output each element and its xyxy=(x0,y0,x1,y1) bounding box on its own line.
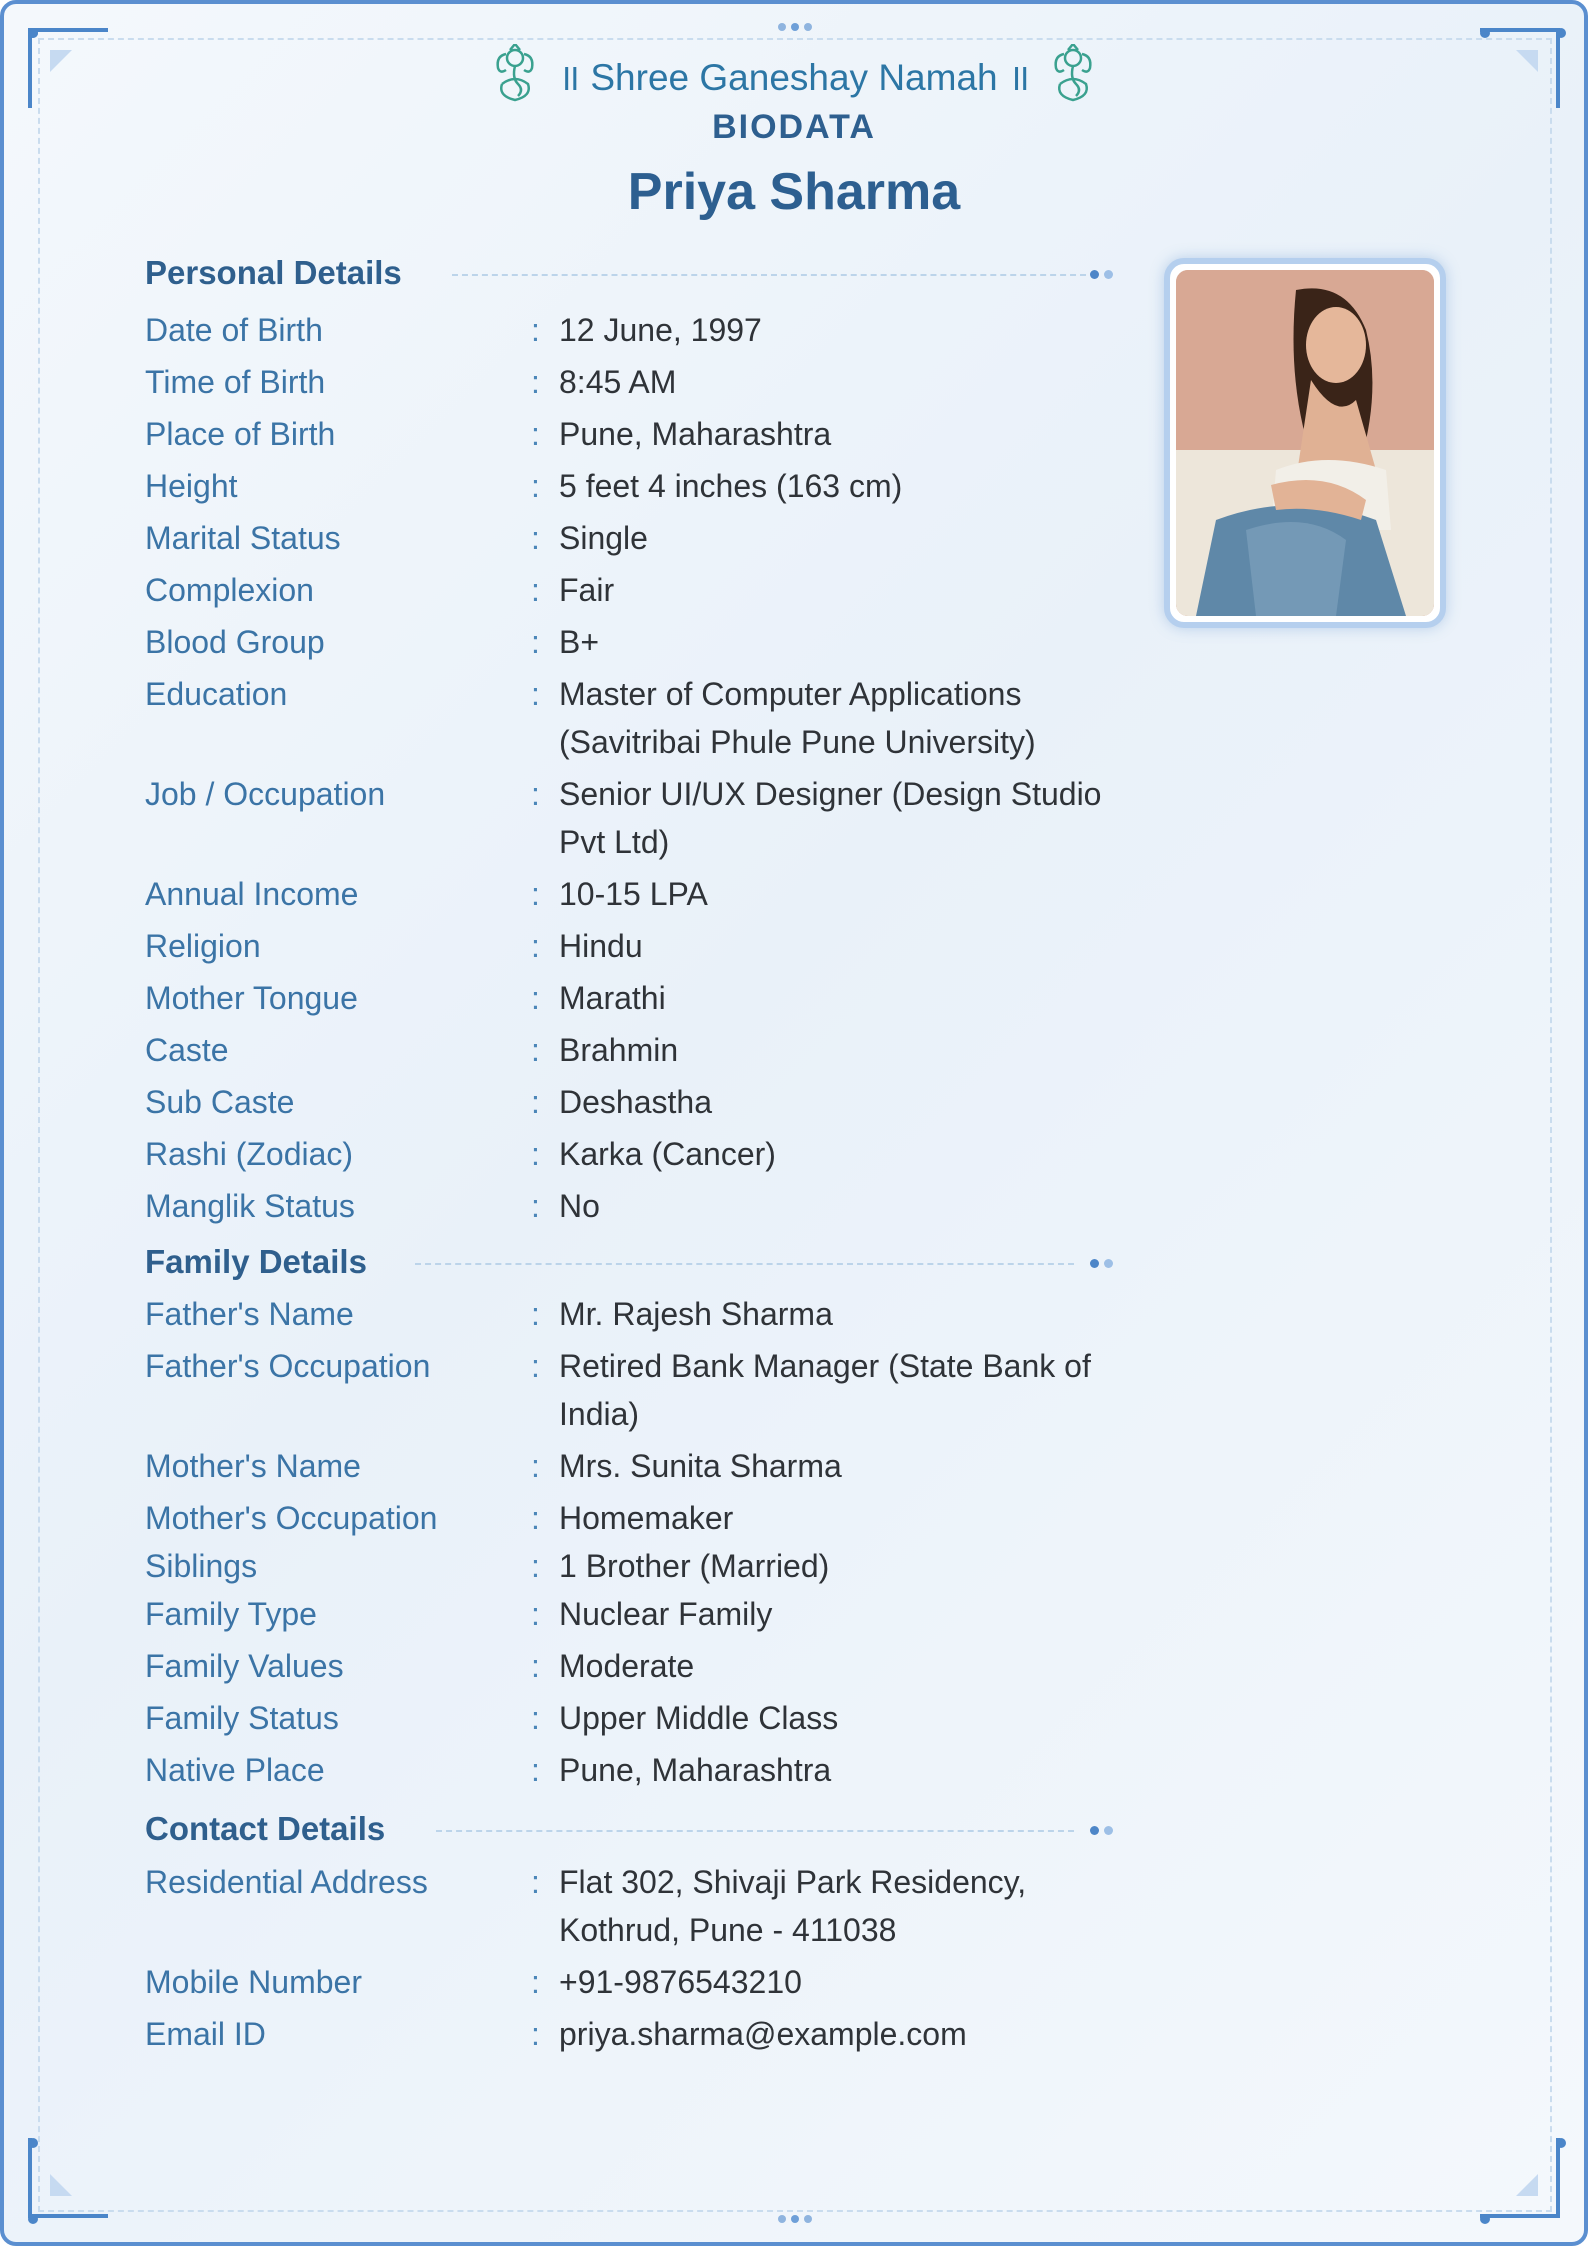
separator-colon: : xyxy=(531,1188,540,1224)
detail-label: Time of Birth xyxy=(145,364,326,400)
detail-value: Homemaker xyxy=(559,1500,734,1536)
section-divider xyxy=(436,1830,1074,1832)
detail-row xyxy=(145,1642,1145,1690)
detail-label: Mobile Number xyxy=(145,1964,362,2000)
detail-value: Master of Computer Applications (Savitribai Phule Pune University) xyxy=(559,676,1036,760)
detail-row xyxy=(145,358,1145,406)
detail-label: Education xyxy=(145,676,288,712)
detail-row xyxy=(145,1290,1145,1338)
detail-row xyxy=(145,1958,1145,2006)
detail-label: Father's Occupation xyxy=(145,1348,431,1384)
detail-row xyxy=(145,566,1145,614)
detail-row xyxy=(145,670,1145,766)
detail-row xyxy=(145,462,1145,510)
separator-colon: : xyxy=(531,1136,540,1172)
separator-colon: : xyxy=(531,980,540,1016)
separator-colon: : xyxy=(531,1700,540,1736)
separator-colon: : xyxy=(531,1964,540,2000)
separator-colon: : xyxy=(531,1084,540,1120)
detail-value: Fair xyxy=(559,572,615,608)
detail-value: Mrs. Sunita Sharma xyxy=(559,1448,842,1484)
detail-label: Family Status xyxy=(145,1700,339,1736)
separator-colon: : xyxy=(531,1500,540,1536)
separator-colon: : xyxy=(531,1348,540,1384)
detail-value: 12 June, 1997 xyxy=(559,312,762,348)
profile-photo xyxy=(1176,270,1434,616)
separator-colon: : xyxy=(531,776,540,812)
detail-row xyxy=(145,1078,1145,1126)
detail-label: Height xyxy=(145,468,238,504)
detail-value: Single xyxy=(559,520,648,556)
detail-label: Residential Address xyxy=(145,1864,428,1900)
section-dots-ornament xyxy=(1090,1259,1113,1268)
detail-value: Nuclear Family xyxy=(559,1596,773,1632)
detail-label: Sub Caste xyxy=(145,1084,295,1120)
separator-colon: : xyxy=(531,572,540,608)
detail-label: Marital Status xyxy=(145,520,341,556)
detail-label: Manglik Status xyxy=(145,1188,355,1224)
separator-colon: : xyxy=(531,1864,540,1900)
detail-row xyxy=(145,922,1145,970)
detail-row xyxy=(145,1182,1145,1230)
detail-value: priya.sharma@example.com xyxy=(559,2016,967,2052)
mantra-text: ॥ Shree Ganeshay Namah ॥ xyxy=(557,56,1031,98)
detail-value: Flat 302, Shivaji Park Residency, Kothrud, Pune - 411038 xyxy=(559,1864,1027,1948)
detail-label: Annual Income xyxy=(145,876,359,912)
detail-row xyxy=(145,1442,1145,1490)
detail-row xyxy=(145,410,1145,458)
detail-label: Native Place xyxy=(145,1752,325,1788)
detail-label: Email ID xyxy=(145,2016,266,2052)
separator-colon: : xyxy=(531,1548,540,1584)
detail-label: Place of Birth xyxy=(145,416,336,452)
ganesha-icon xyxy=(488,44,542,106)
separator-colon: : xyxy=(531,468,540,504)
detail-label: Mother's Name xyxy=(145,1448,361,1484)
detail-value: +91-9876543210 xyxy=(559,1964,802,2000)
detail-label: Mother Tongue xyxy=(145,980,358,1016)
detail-value: Deshastha xyxy=(559,1084,712,1120)
detail-label: Father's Name xyxy=(145,1296,354,1332)
detail-row xyxy=(145,770,1145,866)
detail-row xyxy=(145,870,1145,918)
detail-label: Siblings xyxy=(145,1548,258,1584)
detail-label: Family Type xyxy=(145,1596,317,1632)
detail-label: Mother's Occupation xyxy=(145,1500,438,1536)
ganesha-icon xyxy=(1046,44,1100,106)
detail-value: Marathi xyxy=(559,980,666,1016)
detail-label: Complexion xyxy=(145,572,314,608)
separator-colon: : xyxy=(531,876,540,912)
detail-row xyxy=(145,1342,1145,1438)
detail-row xyxy=(145,1694,1145,1742)
separator-colon: : xyxy=(531,2016,540,2052)
detail-value: Upper Middle Class xyxy=(559,1700,839,1736)
detail-label: Job / Occupation xyxy=(145,776,386,812)
separator-colon: : xyxy=(531,1448,540,1484)
detail-label: Blood Group xyxy=(145,624,325,660)
detail-row xyxy=(145,618,1145,666)
person-name: Priya Sharma xyxy=(627,163,961,221)
section-divider xyxy=(452,274,1086,276)
section-title: Contact Details xyxy=(145,1810,386,1847)
detail-value: No xyxy=(559,1188,600,1224)
separator-colon: : xyxy=(531,416,540,452)
detail-value: 8:45 AM xyxy=(559,364,677,400)
detail-value: Brahmin xyxy=(559,1032,679,1068)
separator-colon: : xyxy=(531,364,540,400)
separator-colon: : xyxy=(531,1648,540,1684)
detail-row xyxy=(145,1130,1145,1178)
bottom-dots-ornament xyxy=(778,2215,812,2223)
detail-value: Moderate xyxy=(559,1648,695,1684)
corner-triangle-bottom-left xyxy=(50,2174,72,2196)
detail-label: Caste xyxy=(145,1032,229,1068)
detail-label: Date of Birth xyxy=(145,312,323,348)
detail-label: Rashi (Zodiac) xyxy=(145,1136,354,1172)
detail-row xyxy=(145,2010,1145,2058)
detail-value: Pune, Maharashtra xyxy=(559,416,832,452)
detail-value: Mr. Rajesh Sharma xyxy=(559,1296,833,1332)
separator-colon: : xyxy=(531,1032,540,1068)
detail-row xyxy=(145,1746,1145,1794)
detail-row xyxy=(145,1494,1145,1542)
corner-triangle-bottom-right xyxy=(1516,2174,1538,2196)
detail-row xyxy=(145,306,1145,354)
detail-row xyxy=(145,974,1145,1022)
detail-label: Family Values xyxy=(145,1648,344,1684)
detail-value: Senior UI/UX Designer (Design Studio Pvt Ltd) xyxy=(559,776,1102,860)
separator-colon: : xyxy=(531,624,540,660)
detail-value: Hindu xyxy=(559,928,643,964)
detail-value: 10-15 LPA xyxy=(559,876,708,912)
document-title: BIODATA xyxy=(712,108,876,146)
separator-colon: : xyxy=(531,312,540,348)
separator-colon: : xyxy=(531,1296,540,1332)
detail-row xyxy=(145,1858,1145,1954)
detail-value: 1 Brother (Married) xyxy=(559,1548,830,1584)
separator-colon: : xyxy=(531,676,540,712)
mantra-line xyxy=(4,44,1584,106)
section-dots-ornament xyxy=(1090,1826,1113,1835)
separator-colon: : xyxy=(531,928,540,964)
section-title: Personal Details xyxy=(145,254,402,291)
detail-value: Pune, Maharashtra xyxy=(559,1752,832,1788)
detail-row xyxy=(145,514,1145,562)
detail-row xyxy=(145,1026,1145,1074)
detail-value: 5 feet 4 inches (163 cm) xyxy=(559,468,903,504)
detail-label: Religion xyxy=(145,928,261,964)
section-divider xyxy=(415,1263,1074,1265)
separator-colon: : xyxy=(531,1596,540,1632)
detail-row xyxy=(145,1542,1145,1590)
separator-colon: : xyxy=(531,1752,540,1788)
detail-value: Karka (Cancer) xyxy=(559,1136,776,1172)
separator-colon: : xyxy=(531,520,540,556)
detail-row xyxy=(145,1590,1145,1638)
detail-value: Retired Bank Manager (State Bank of India) xyxy=(559,1348,1091,1432)
section-dots-ornament xyxy=(1090,270,1113,279)
detail-value: B+ xyxy=(559,624,600,660)
top-dots-ornament xyxy=(778,23,812,31)
section-title: Family Details xyxy=(145,1243,367,1280)
profile-photo-frame xyxy=(1164,258,1446,628)
